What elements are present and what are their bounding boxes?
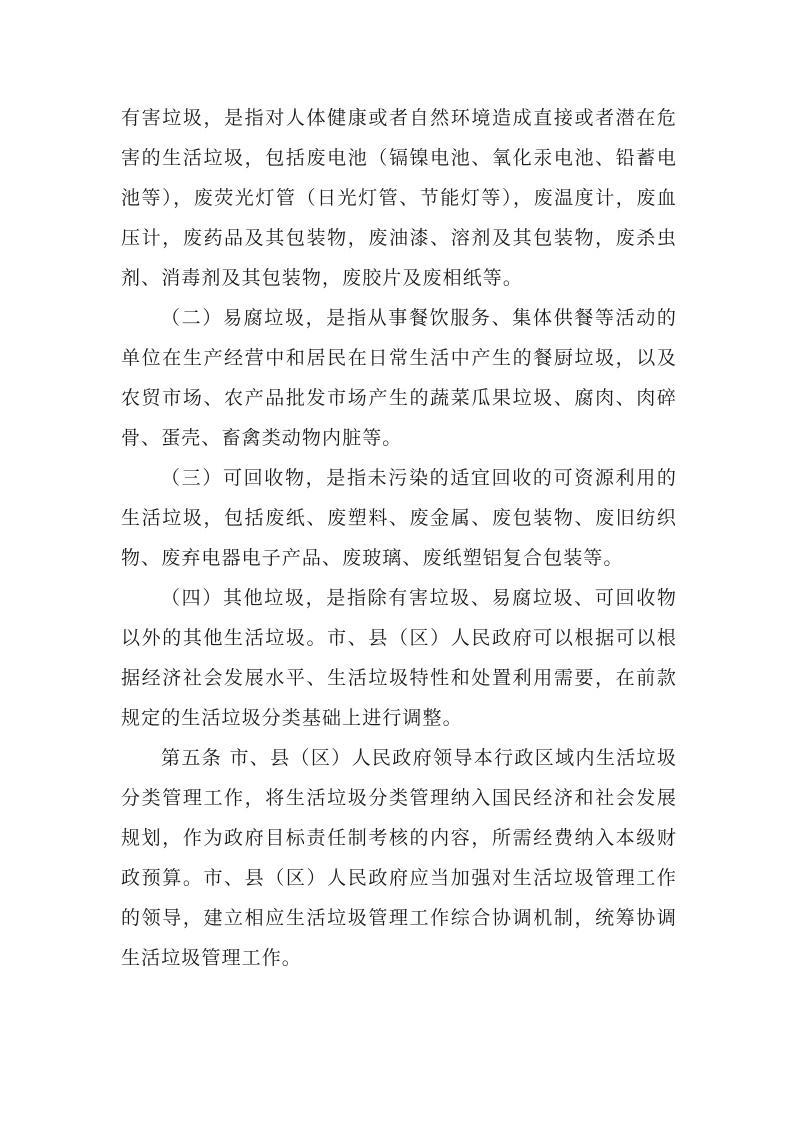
paragraph-hazardous-waste-continued: 有害垃圾，是指对人体健康或者自然环境造成直接或者潜在危害的生活垃圾，包括废电池（镉镍电池、氧化汞电池、铅蓄电池等），废荧光灯管（日光灯管、节能灯等），废温度计，废血压计，废药品及其包装物，废油漆、溶剂及其包装物，废杀虫剂、消毒剂及其包装物，废胶片及废相纸等。 [121, 107, 677, 289]
document-body [121, 98, 677, 978]
paragraph-recyclables: （三）可回收物，是指未污染的适宜回收的可资源利用的生活垃圾，包括废纸、废塑料、废金属、废包装物、废旧纺织物、废弃电器电子产品、废玻璃、废纸塑铝复合包装等。 [121, 467, 677, 569]
paragraph-article-five: 第五条 市、县（区）人民政府领导本行政区域内生活垃圾分类管理工作，将生活垃圾分类管理纳入国民经济和社会发展规划，作为政府目标责任制考核的内容，所需经费纳入本级财政预算。市、县（区）人民政府应当加强对生活垃圾管理工作的领导，建立相应生活垃圾管理工作综合协调机制，统筹协调生活垃圾管理工作。 [121, 747, 677, 969]
paragraph-other-waste: （四）其他垃圾，是指除有害垃圾、易腐垃圾、可回收物以外的其他生活垃圾。市、县（区）人民政府可以根据可以根据经济社会发展水平、生活垃圾特性和处置利用需要，在前款规定的生活垃圾分类基础上进行调整。 [121, 587, 677, 729]
paragraph-perishable-waste: （二）易腐垃圾，是指从事餐饮服务、集体供餐等活动的单位在生产经营中和居民在日常生活中产生的餐厨垃圾，以及农贸市场、农产品批发市场产生的蔬菜瓜果垃圾、腐肉、肉碎骨、蛋壳、畜禽类动物内脏等。 [121, 307, 677, 449]
